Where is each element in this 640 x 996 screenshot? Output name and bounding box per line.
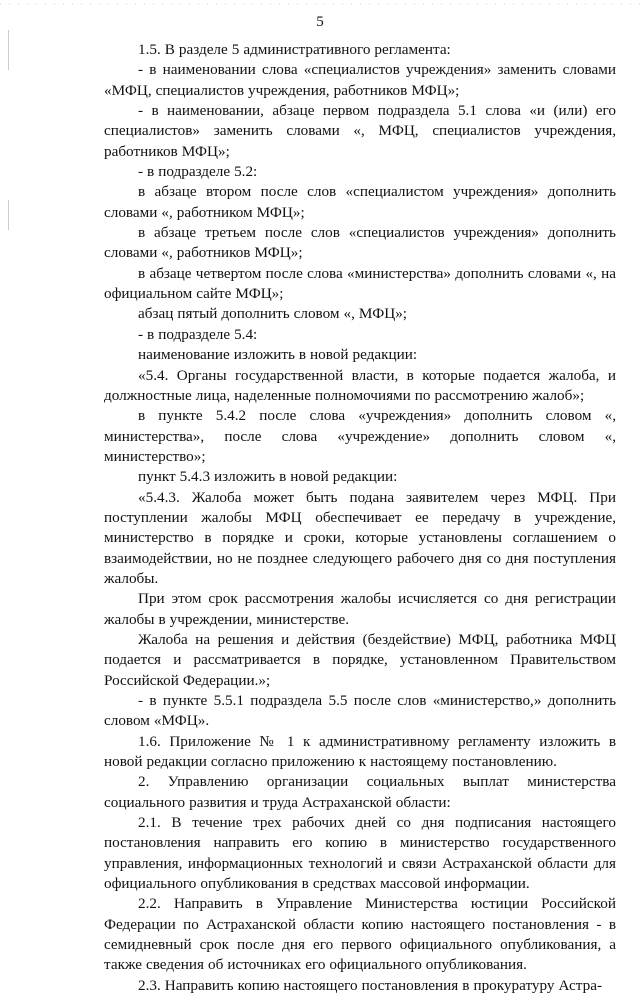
paragraph: - в подразделе 5.4:	[138, 325, 258, 343]
paragraph: 2.1. В течение трех рабочих дней со дня подписания настоящего постановления направить его копию в министерство государственного управления, информационных технологий и связи Астраханской области для официального опубликования в средствах массовой информации.	[104, 814, 616, 893]
paragraph: 1.5. В разделе 5 административного регламента:	[138, 41, 451, 58]
paragraph: 2.2. Направить в Управление Министерства юстиции Российской Федерации по Астраханской области копию настоящего постановления - в семидневный срок после дня его первого официального опубликования, а также сведения об источниках его официального опубликования.	[104, 895, 616, 974]
document-body	[104, 40, 616, 996]
paragraph: При этом срок рассмотрения жалобы исчисляется со дня регистрации жалобы в учреждении, министерстве.	[104, 590, 616, 628]
paragraph: наименование изложить в новой редакции:	[138, 346, 418, 364]
paragraph: в пункте 5.4.2 после слова «учреждения» дополнить словом «, министерства», после слова «учреждение» дополнить словом «, министерство»;	[104, 407, 616, 465]
paragraph: в абзаце третьем после слов «специалистов учреждения» дополнить словами «, работников МФЦ»;	[104, 224, 616, 262]
paragraph: абзац пятый дополнить словом «, МФЦ»;	[138, 305, 408, 323]
paragraph: 2.3. Направить копию настоящего постановления в прокуратуру Астра-	[138, 976, 603, 994]
paragraph: - в наименовании слова «специалистов учреждения» заменить словами «МФЦ, специалистов учреждения, работников МФЦ»;	[104, 61, 616, 99]
paragraph: - в подразделе 5.2:	[138, 163, 258, 181]
paragraph: в абзаце втором после слов «специалистом учреждения» дополнить словами «, работником МФЦ»;	[104, 183, 616, 221]
scan-margin-mark	[8, 200, 9, 230]
paragraph: - в наименовании, абзаце первом подраздела 5.1 слова «и (или) его специалистов» заменить словами «, МФЦ, специалистов учреждения, работников МФЦ»;	[104, 102, 616, 160]
scan-margin-mark	[8, 30, 9, 70]
scan-artifact	[0, 3, 640, 5]
paragraph: Жалоба на решения и действия (бездействие) МФЦ, работника МФЦ подается и рассматривается в порядке, установленном Правительством Российской Федерации.»;	[104, 630, 616, 689]
paragraph: пункт 5.4.3 изложить в новой редакции:	[138, 468, 398, 486]
paragraph: - в пункте 5.5.1 подраздела 5.5 после слов «министерство,» дополнить словом «МФЦ».	[104, 692, 616, 730]
paragraph: «5.4. Органы государственной власти, в которые подается жалоба, и должностные лица, наделенные полномочиями по рассмотрению жалоб»;	[104, 366, 616, 404]
paragraph: «5.4.3. Жалоба может быть подана заявителем через МФЦ. При поступлении жалобы МФЦ обеспечивает ее передачу в учреждение, министерство в порядке и сроки, которые установлены соглашением о взаимодействии, но не позднее следующего рабочего дня со дня поступления жалобы.	[104, 488, 616, 587]
paragraph: 2. Управлению организации социальных выплат министерства социального развития и труда Астраханской области:	[104, 773, 616, 811]
paragraph: 1.6. Приложение № 1 к административному регламенту изложить в новой редакции согласно приложению к настоящему постановлению.	[104, 732, 616, 771]
page-number: 5	[316, 14, 324, 30]
paragraph: в абзаце четвертом после слова «министерства» дополнить словами «, на официальном сайте МФЦ»;	[104, 264, 616, 303]
